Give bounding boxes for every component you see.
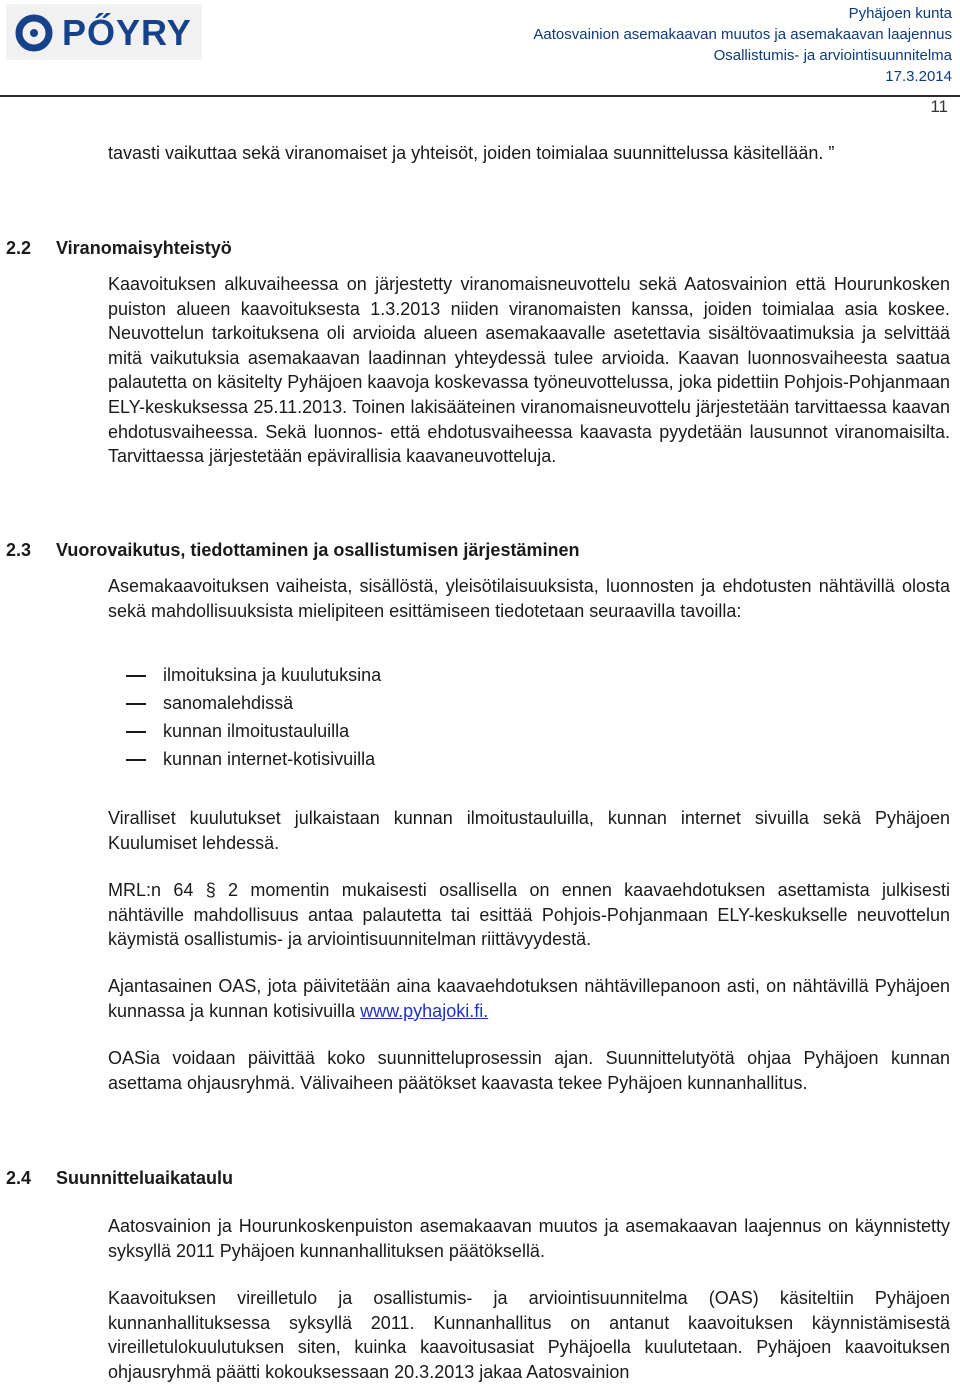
header-municipality: Pyhäjoen kunta (848, 5, 952, 22)
dash-bullet-icon (126, 703, 146, 705)
list-item: sanomalehdissä (126, 689, 381, 717)
poyry-logo (6, 4, 202, 60)
dash-bullet-icon (126, 759, 146, 761)
page-number: 11 (930, 97, 948, 116)
municipality-website-link[interactable]: www.pyhajoki.fi. (360, 1000, 489, 1021)
section-2-2-heading (6, 236, 232, 260)
oas-availability-paragraph: Ajantasainen OAS, jota päivitetään aina kaavaehdotuksen nähtävillepanoon asti, on nähtävillä Pyhäjoen kunnassa ja kunnan kotisivuilla www.pyhajoki.fi. (108, 976, 950, 1021)
section-number: 2.3 (6, 540, 32, 560)
schedule-paragraph-2: Kaavoituksen vireilletulo ja osallistumis- ja arviointisuunnitelma (OAS) käsiteltiin Pyhäjoen kunnanhallituksessa syksyllä 2011. Kunnanhallitus on antanut kaavoituksen käynnistämisestä vireilletulokuulutuksen siten, kuinka kaavoitusasiat Pyhäjoella kuulutetaan. Pyhäjoen kaavoituksen ohjausryhmä päätti kokouksessaan 20.3.2013 jakaa Aatosvainion (108, 1288, 950, 1382)
logo-wordmark: PŐYRY (62, 12, 192, 53)
section-2-3-intro-paragraph: Asemakaavoituksen vaiheista, sisällöstä, yleisötilaisuuksista, luonnosten ja ehdotusten nähtävillä olosta sekä mahdollisuuksista mielipiteen esittämiseen tiedotetaan seuraavilla tavoilla: (108, 576, 950, 621)
section-2-3-heading (6, 538, 579, 562)
section-2-4-heading (6, 1166, 233, 1190)
dash-bullet-icon (126, 675, 146, 677)
list-item: kunnan ilmoitustauluilla (126, 717, 381, 745)
intro-continuation-paragraph: tavasti vaikuttaa sekä viranomaiset ja yhteisöt, joiden toimialaa suunnittelussa käsitellään. ” (108, 143, 835, 163)
header-date: 17.3.2014 (885, 68, 952, 85)
schedule-paragraph-1: Aatosvainion ja Hourunkoskenpuiston asemakaavan muutos ja asemakaavan laajennus on käynnistetty syksyllä 2011 Pyhäjoen kunnanhallituksen päätöksellä. (108, 1216, 950, 1261)
header-document-type: Osallistumis- ja arviointisuunnitelma (713, 47, 952, 64)
official-announcements-paragraph: Viralliset kuulutukset julkaistaan kunnan ilmoitustauluilla, kunnan internet sivuilla sekä Pyhäjoen Kuulumiset lehdessä. (108, 808, 950, 853)
mrl-paragraph: MRL:n 64 § 2 momentin mukaisesti osallisella on ennen kaavaehdotuksen asettamista julkisesti nähtäville mahdollisuus antaa palautetta tai esittää Pohjois-Pohjanmaan ELY-keskukselle neuvottelun käymistä osallistumis- ja arviointisuunnitelman riittävyydestä. (108, 880, 950, 950)
dash-bullet-icon (126, 731, 146, 733)
section-title: Suunnitteluaikataulu (56, 1168, 234, 1188)
section-number: 2.2 (6, 238, 32, 258)
information-channels-list (126, 661, 381, 773)
section-title: Vuorovaikutus, tiedottaminen ja osallistumisen järjestäminen (56, 540, 580, 560)
poyry-logo-mark-icon (14, 13, 56, 53)
section-number: 2.4 (6, 1168, 32, 1188)
document-header (533, 3, 952, 87)
list-item: kunnan internet-kotisivuilla (126, 745, 381, 773)
oas-update-paragraph: OASia voidaan päivittää koko suunnitteluprosessin ajan. Suunnittelutyötä ohjaa Pyhäjoen kunnan asettama ohjausryhmä. Välivaiheen päätökset kaavasta tekee Pyhäjoen kunnanhallitus. (108, 1048, 950, 1093)
section-title: Viranomaisyhteistyö (56, 238, 232, 258)
list-item: ilmoituksina ja kuulutuksina (126, 661, 381, 689)
section-2-2-paragraph: Kaavoituksen alkuvaiheessa on järjestetty viranomaisneuvottelu sekä Aatosvainion että Hourunkosken puiston alueen kaavoituksesta 1.3.2013 niiden viranomaisten kanssa, joiden toimialaa asia koskee. Neuvottelun tarkoituksena oli arvioida alueen asemakaavalle asetettavia sisältövaatimuksia ja selvittää mitä vaikutuksia asemakaavan laadinnan yhteydessä tulee arvioida. Kaavan luonnosvaiheesta saatua palautetta on käsitelty Pyhäjoen kaavoja koskevassa työneuvottelussa, joka pidettiin Pohjois-Pohjanmaan ELY-keskuksessa 25.11.2013. Toinen lakisääteinen viranomaisneuvottelu järjestetään tarvittaessa kaavan ehdotusvaiheessa. Sekä luonnos- että ehdotusvaiheessa kaavasta pyydetään lausunnot viranomaisilta. Tarvittaessa järjestetään epävirallisia kaavaneuvotteluja. (108, 274, 950, 467)
header-project-title: Aatosvainion asemakaavan muutos ja asemakaavan laajennus (533, 26, 952, 43)
header-divider (0, 95, 960, 97)
